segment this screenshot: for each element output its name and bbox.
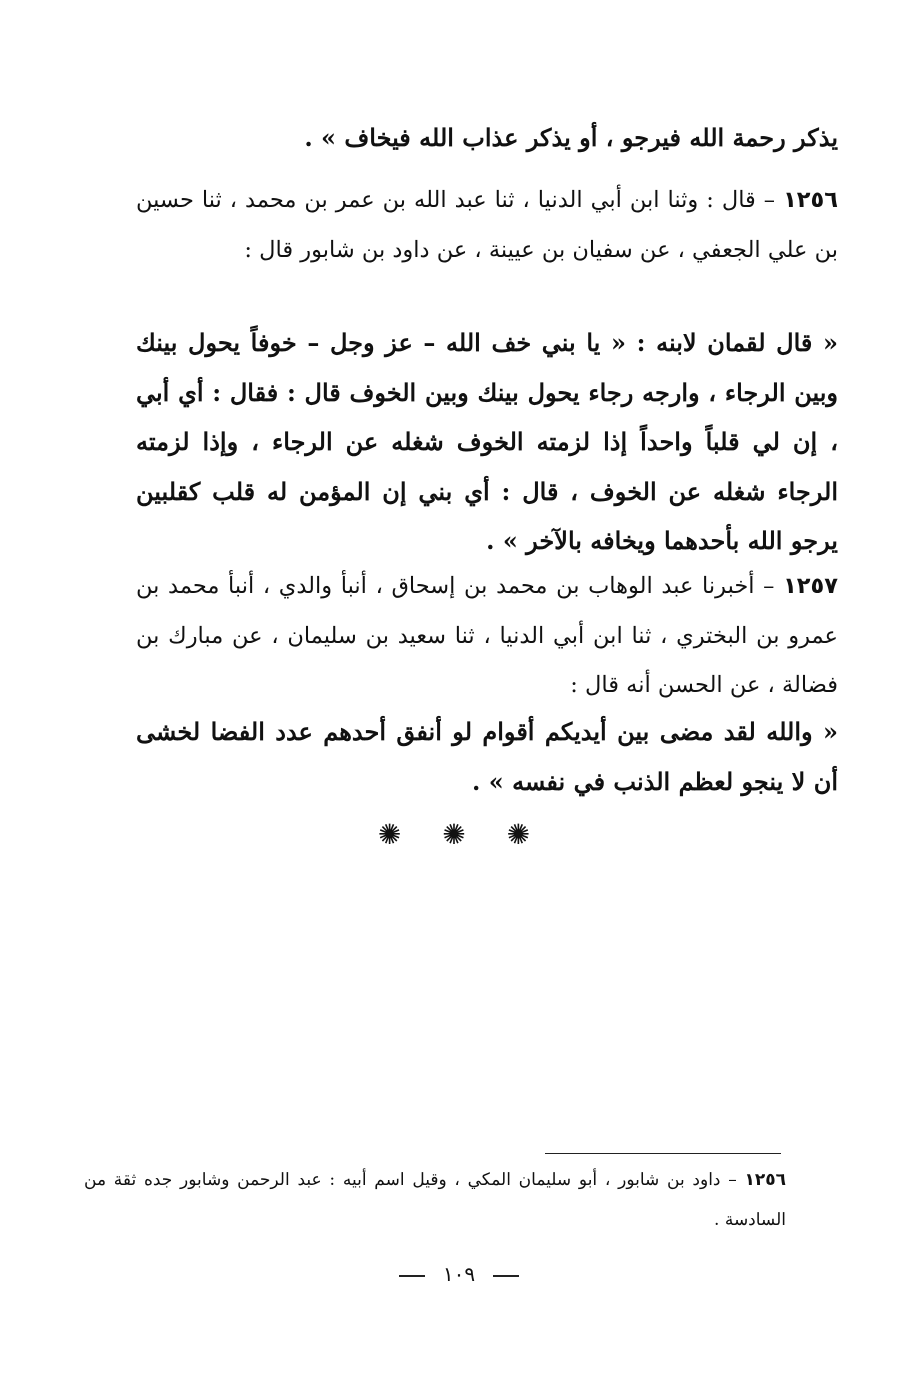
isnad-text: – قال : وثنا ابن أبي الدنيا ، ثنا عبد الله بن عمر بن محمد ، ثنا حسين بن علي الجعفي ، عن سفيان بن عيينة ، عن داود بن شابور قال : [136, 187, 838, 263]
quote-text: « والله لقد مضى بين أيديكم أقوام لو أنفق أحدهم عدد الفضا لخشى أن لا ينجو لعظم الذنب في نفسه » . [136, 717, 838, 796]
entry-1257-isnad [136, 562, 838, 711]
entry-1257-quote [136, 707, 838, 806]
page-number [0, 1262, 918, 1286]
page-number-value: ١٠٩ [442, 1262, 476, 1286]
footnote [84, 1160, 786, 1240]
dash-right [399, 1275, 425, 1277]
continuation-text [136, 113, 838, 163]
isnad-text: – أخبرنا عبد الوهاب بن محمد بن إسحاق ، أنبأ والدي ، أنبأ محمد بن عمرو بن البختري ، ثنا ابن أبي الدنيا ، ثنا سعيد بن سليمان ، عن مبارك بن فضالة ، عن الحسن أنه قال : [136, 573, 838, 698]
star-ornament-icon: ✺ [506, 818, 541, 851]
footnote-divider [545, 1153, 781, 1154]
footnote-text: – داود بن شابور ، أبو سليمان المكي ، وقيل اسم أبيه : عبد الرحمن وشابور جده ثقة من السادسة . [84, 1170, 786, 1230]
entry-number: ١٢٥٦ [783, 187, 838, 213]
continuation-line: يذكر رحمة الله فيرجو ، أو يذكر عذاب الله فيخاف » . [304, 123, 838, 152]
star-ornament-icon: ✺ [377, 818, 412, 851]
star-ornament-icon: ✺ [442, 818, 476, 851]
dash-left [493, 1275, 519, 1277]
section-separator [0, 818, 918, 851]
entry-1256-quote [136, 318, 838, 566]
entry-number: ١٢٥٧ [783, 573, 838, 599]
footnote-number: ١٢٥٦ [744, 1170, 786, 1190]
quote-text: « قال لقمان لابنه : « يا بني خف الله – عز وجل – خوفاً يحول بينك وبين الرجاء ، وارجه رجاء يحول بينك وبين الخوف قال : فقال : أي أبي ، إن لي قلباً واحداً إذا لزمته الخوف شغله عن الرجاء ، وإذا لزمته الرجاء شغله عن الخوف ، قال : أي بني إن المؤمن له قلب كقلبين يرجو الله بأحدهما ويخافه بالآخر » . [136, 328, 838, 555]
entry-1256-isnad [136, 176, 838, 275]
